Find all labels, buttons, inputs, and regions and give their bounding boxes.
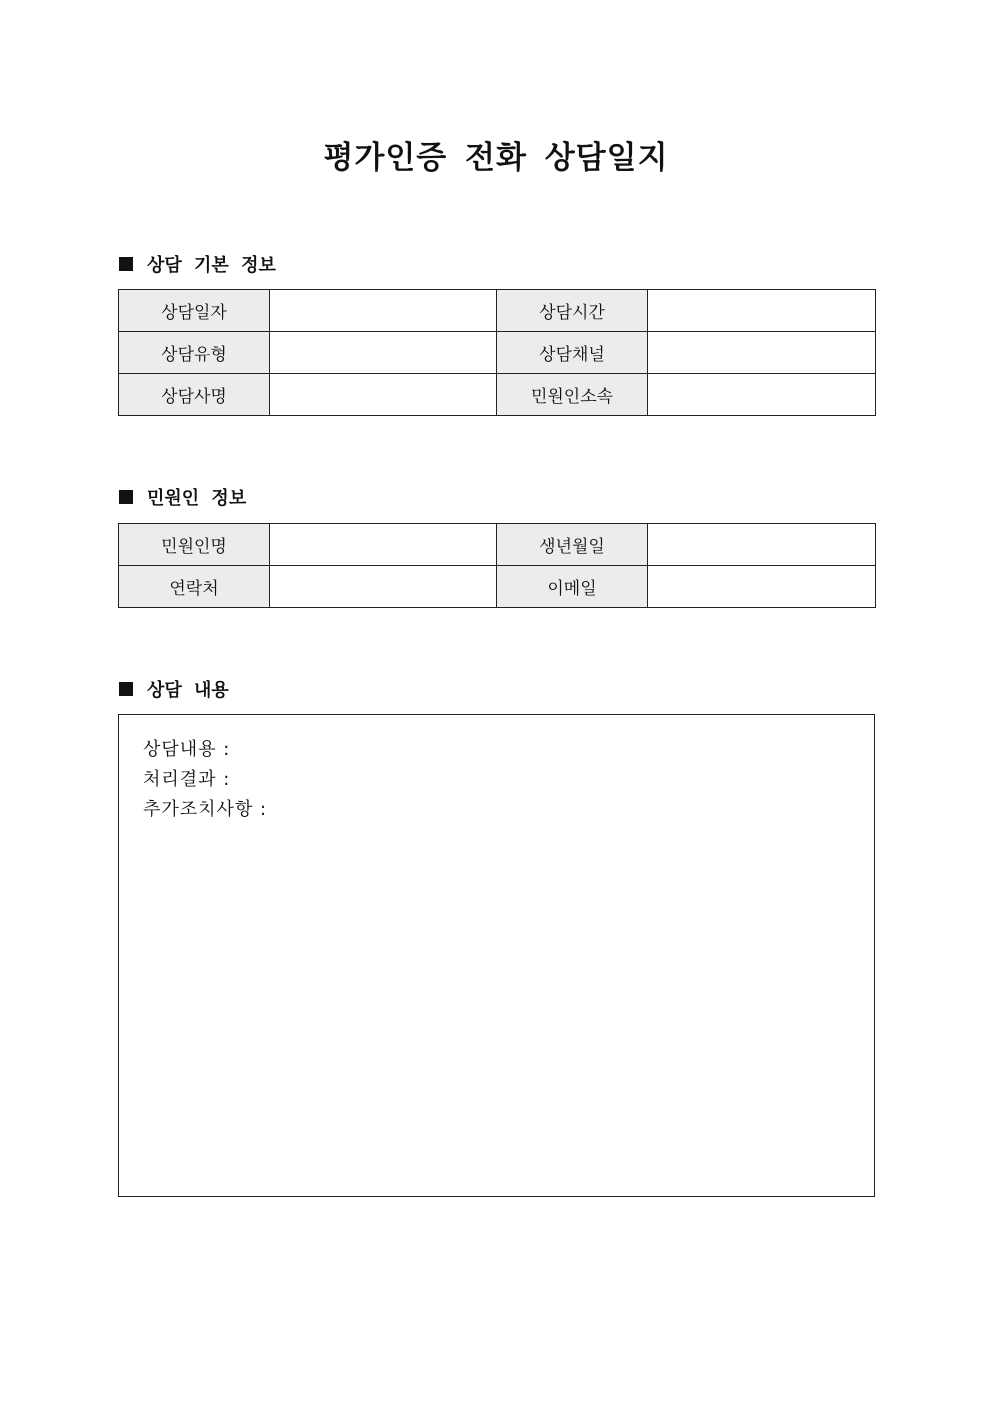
field-value-email[interactable]: [648, 566, 876, 608]
content-line-additional-action: 추가조치사항 :: [143, 799, 268, 820]
section-heading-label: 민원인 정보: [147, 488, 247, 509]
field-value-contact[interactable]: [270, 566, 497, 608]
section-heading-basic-info: [119, 251, 276, 277]
table-row: [119, 374, 876, 416]
field-value-consult-type[interactable]: [270, 332, 497, 374]
table-row: [119, 566, 876, 608]
field-label-consult-channel: 상담채널: [497, 332, 648, 374]
field-value-consult-date[interactable]: [270, 290, 497, 332]
field-value-complainant-affiliation[interactable]: [648, 374, 876, 416]
basic-info-table: [118, 289, 876, 416]
square-bullet-icon: [119, 257, 133, 271]
complainant-info-table: [118, 523, 876, 608]
field-label-consult-date: 상담일자: [119, 290, 270, 332]
field-value-consult-time[interactable]: [648, 290, 876, 332]
section-heading-label: 상담 내용: [147, 680, 229, 701]
field-label-birth-date: 생년월일: [497, 524, 648, 566]
field-value-counselor-name[interactable]: [270, 374, 497, 416]
square-bullet-icon: [119, 490, 133, 504]
section-heading-complainant-info: [119, 484, 246, 510]
table-row: [119, 332, 876, 374]
field-value-complainant-name[interactable]: [270, 524, 497, 566]
consult-content-lines: [143, 735, 267, 825]
field-label-consult-type: 상담유형: [119, 332, 270, 374]
field-label-contact: 연락처: [119, 566, 270, 608]
page-title: 평가인증 전화 상담일지: [323, 140, 669, 176]
table-row: [119, 290, 876, 332]
field-label-complainant-affiliation: 민원인소속: [497, 374, 648, 416]
square-bullet-icon: [119, 682, 133, 696]
field-label-counselor-name: 상담사명: [119, 374, 270, 416]
field-label-email: 이메일: [497, 566, 648, 608]
section-heading-label: 상담 기본 정보: [147, 255, 276, 276]
field-value-consult-channel[interactable]: [648, 332, 876, 374]
consult-content-box[interactable]: [118, 714, 875, 1197]
table-row: [119, 524, 876, 566]
field-value-birth-date[interactable]: [648, 524, 876, 566]
field-label-consult-time: 상담시간: [497, 290, 648, 332]
section-heading-consult-content: [119, 676, 229, 702]
content-line-process-result: 처리결과 :: [143, 769, 231, 790]
field-label-complainant-name: 민원인명: [119, 524, 270, 566]
content-line-consult-details: 상담내용 :: [143, 739, 231, 760]
